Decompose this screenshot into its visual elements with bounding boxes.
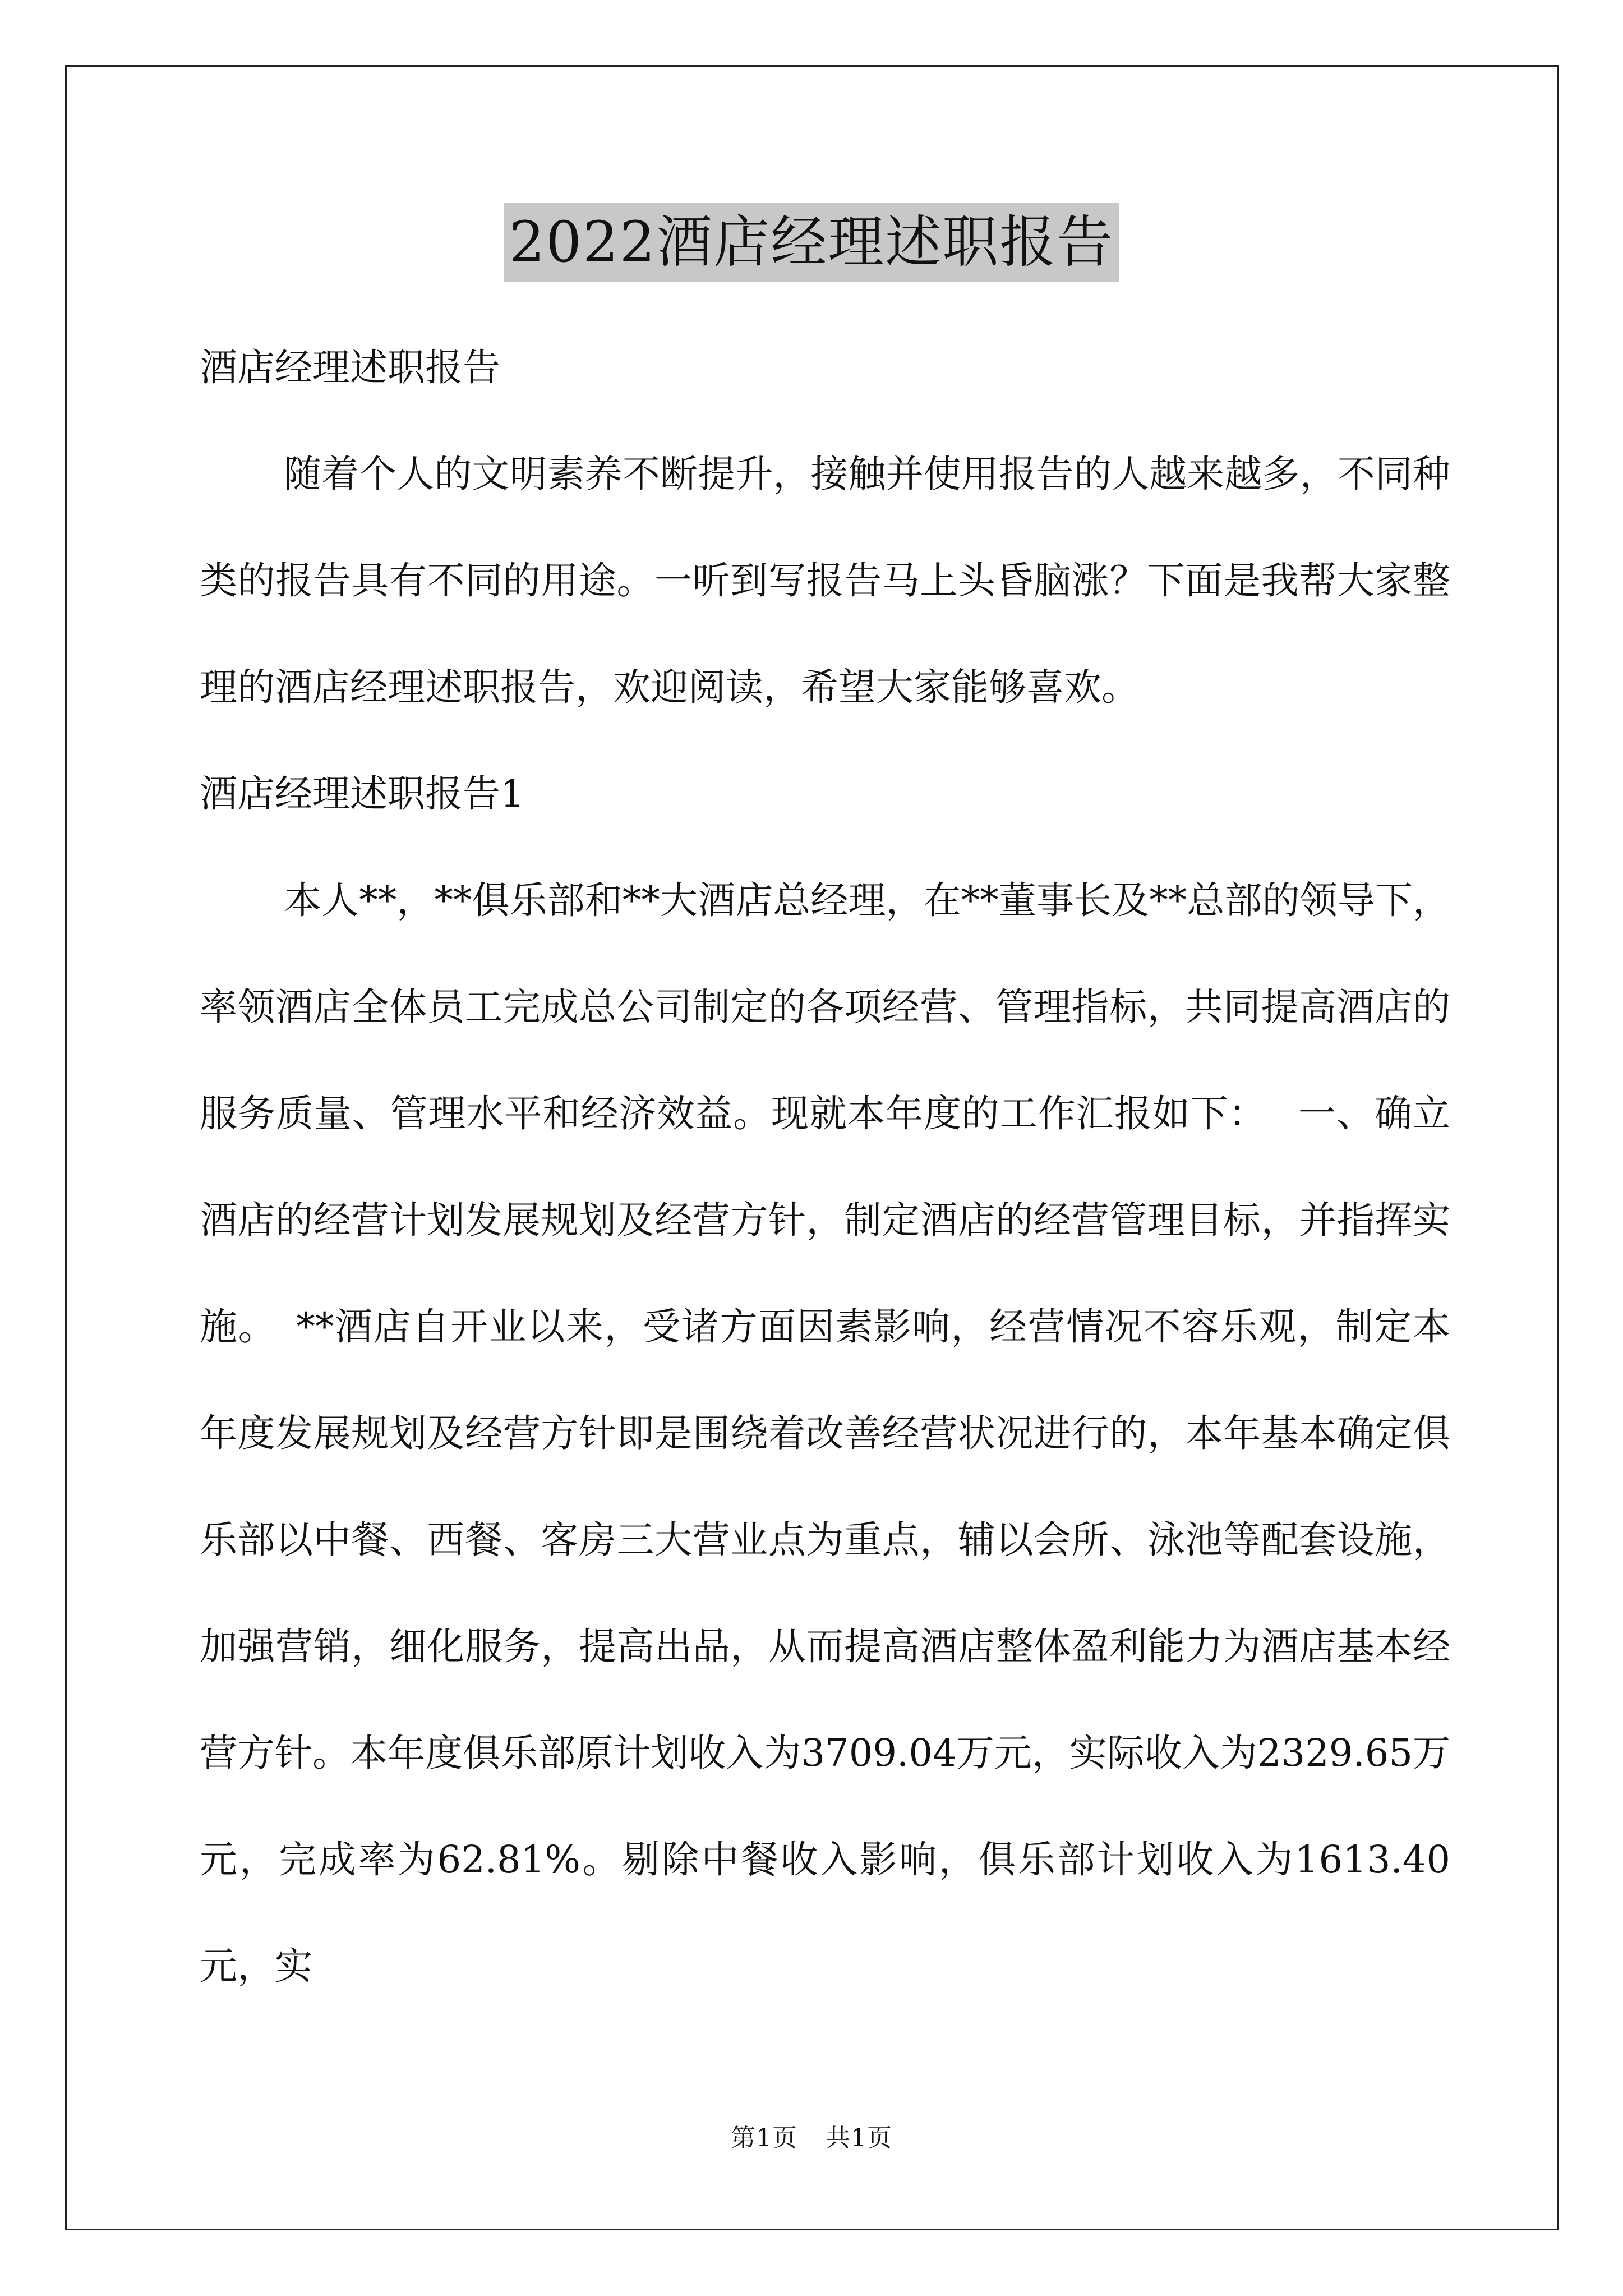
document-body [200,314,1450,2019]
paragraph-section-heading: 酒店经理述职报告1 [200,772,524,816]
paragraph-heading: 酒店经理述职报告 [200,346,500,389]
paragraph-intro: 随着个人的文明素养不断提升，接触并使用报告的人越来越多，不同种类的报告具有不同的用途。一听到写报告马上头昏脑涨？下面是我帮大家整理的酒店经理述职报告，欢迎阅读，希望大家能够喜欢。 [200,452,1450,709]
document-title: 2022酒店经理述职报告 [504,203,1120,282]
page-footer [0,2122,1623,2155]
page-number: 第1页 [731,2124,797,2152]
title-container [0,203,1623,282]
paragraph-report-body: 本人**，**俱乐部和**大酒店总经理，在**董事长及**总部的领导下，率领酒店全体员工完成总公司制定的各项经营、管理指标，共同提高酒店的服务质量、管理水平和经济效益。现就本年度的工作汇报如下： 一、确立酒店的经营计划发展规划及经营方针，制定酒店的经营管理目标，并指挥实施。 **酒店自开业以来，受诸方面因素影响，经营情况不容乐观，制定本年度发展规划及经营方针即是围绕着改善经营状况进行的，本年基本确定俱乐部以中餐、西餐、客房三大营业点为重点，辅以会所、泳池等配套设施，加强营销，细化服务，提高出品，从而提高酒店整体盈利能力为酒店基本经营方针。本年度俱乐部原计划收入为3709.04万元，实际收入为2329.65万元，完成率为62.81%。剔除中餐收入影响，俱乐部计划收入为1613.40元，实 [200,878,1450,1988]
page-total: 共1页 [826,2124,892,2152]
